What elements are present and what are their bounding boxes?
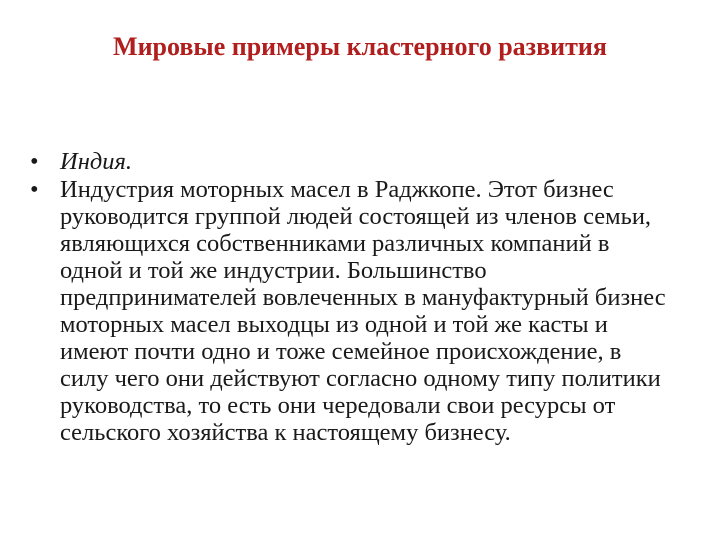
bullet-item-country [30,148,670,175]
bullet-list [30,148,670,447]
bullet-text-country: Индия. [60,148,133,175]
bullet-marker: • [30,148,39,175]
bullet-marker: • [30,176,39,203]
bullet-item-description [30,176,670,446]
bullet-text-description: Индустрия моторных масел в Раджкопе. Этот бизнес руководится группой людей состоящей из членов семьи, являющихся собственниками различных компаний в одной и той же индустрии. Большинство предпринимателей вовлеченных в мануфактурный бизнес моторных масел выходцы из одной и той же касты и имеют почти одно и тоже семейное происхождение, в силу чего они действуют согласно одному типу политики руководства, то есть они чередовали свои ресурсы от сельского хозяйства к настоящему бизнесу. [60,176,666,446]
slide-title: Мировые примеры кластерного развития [113,32,607,61]
